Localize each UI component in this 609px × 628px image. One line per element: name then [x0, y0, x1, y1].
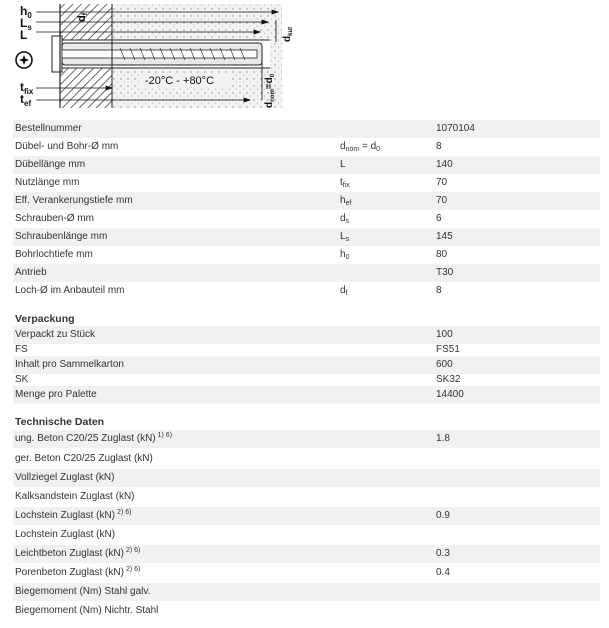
svg-text:df: df: [76, 12, 89, 22]
svg-text:tfix: $t_{fix}$: [20, 80, 34, 96]
section-title-packaging: Verpackung: [15, 313, 75, 325]
svg-text:dkut: $d_{kut}$: [282, 26, 294, 42]
section-title-technical: Technische Daten: [15, 416, 105, 428]
table-row: Eff. Verankerungstiefe mm $h_{ef}$ 70: [13, 192, 600, 210]
table-row: Schraubenlänge mm $L_s$ 145: [13, 228, 600, 246]
table-row: Antrieb T30: [13, 264, 600, 282]
table-row: Menge pro Palette 14400: [13, 386, 600, 404]
table-row: Biegemoment (Nm) Stahl galv.: [13, 583, 600, 601]
table-row: Loch-Ø im Anbauteil mm $d_f$ 8: [15, 285, 442, 297]
table-row: Schrauben-Ø mm $d_s$ 6: [15, 213, 442, 225]
torx-drive-icon: [16, 52, 32, 68]
table-row: Vollziegel Zuglast (kN): [13, 469, 600, 487]
svg-text:h0: $h_0$: [20, 4, 32, 20]
temperature-range: -20°C - +80°C: [145, 75, 215, 87]
screw-shaft: [62, 50, 257, 58]
table-row: SK SK32: [15, 374, 461, 385]
table-row: Bestellnummer 1070104: [13, 120, 600, 138]
table-row: Inhalt pro Sammelkarton 600: [13, 356, 600, 374]
svg-text:Ls: $L_s$: [20, 16, 32, 32]
svg-text:tef: $t_{ef}$: [20, 92, 32, 108]
anchor-technical-drawing: [0, 0, 300, 115]
table-row: FS FS51: [15, 344, 460, 355]
table-row: ger. Beton C20/25 Zuglast (kN): [15, 453, 153, 464]
table-row: ung. Beton C20/25 Zuglast (kN) $^{1) 6)}$ 1.8: [13, 430, 600, 448]
table-row: Nutzlänge mm $t_{fix}$ 70: [15, 177, 448, 189]
table-row: Kalksandstein Zuglast (kN): [15, 491, 135, 502]
svg-text:L: L: [20, 28, 28, 42]
table-row: Bohrlochtiefe mm $h_0$ 80: [15, 249, 448, 261]
table-row: Biegemoment (Nm) Nichtr. Stahl: [15, 605, 159, 616]
table-row: Porenbeton Zuglast (kN) $^{2) 6)}$ 0.4: [15, 566, 450, 578]
svg-text:dnom=d0: $d_{nom}=d_0$: [264, 73, 276, 108]
table-row: Leichtbeton Zuglast (kN) $^{2) 6)}$ 0.3: [13, 545, 600, 563]
table-row: Lochstein Zuglast (kN): [15, 529, 116, 540]
table-row: Verpackt zu Stück 100: [13, 326, 600, 344]
table-row: Dübel- und Bohr-Ø mm $d_{nom} = d_0$ 8: [15, 141, 442, 153]
table-row: Dübellänge mm L 140: [13, 156, 600, 174]
table-row: Lochstein Zuglast (kN) $^{2) 6)}$ 0.9: [13, 507, 600, 525]
